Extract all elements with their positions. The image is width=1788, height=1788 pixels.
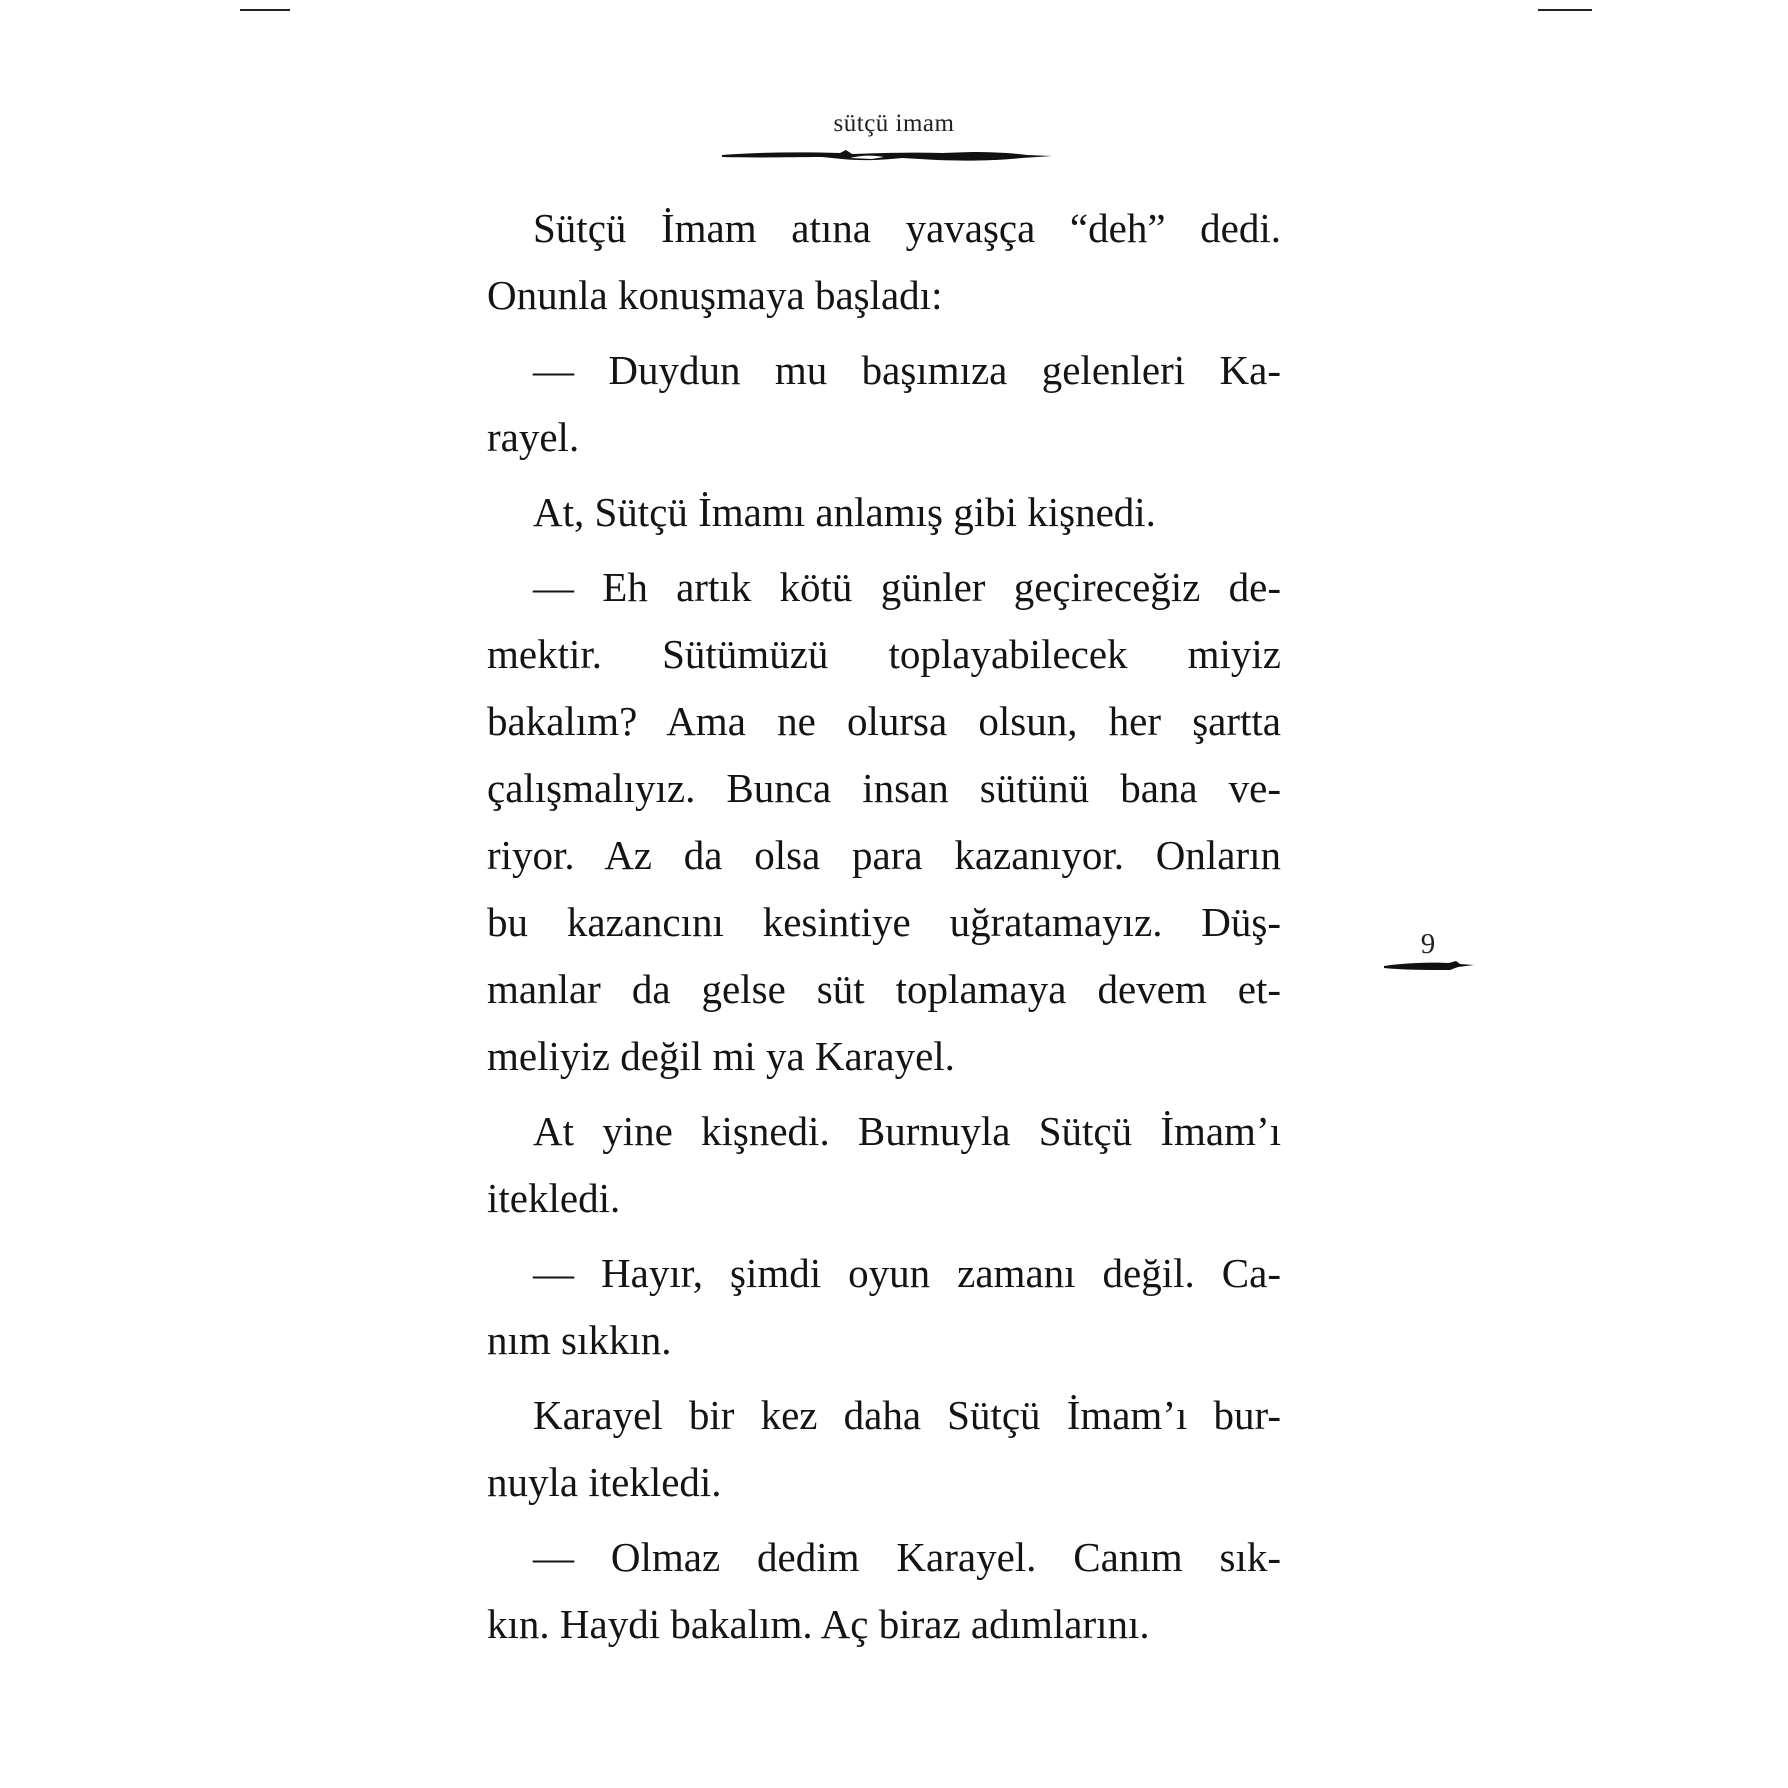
text-line: manlar da gelse süt toplamaya devem et- (487, 966, 1281, 1012)
text-line: nım sıkkın. (487, 1317, 672, 1363)
brush-stroke-ornament (722, 146, 1052, 166)
text-line: kın. Haydi bakalım. Aç biraz adımlarını. (487, 1601, 1150, 1647)
text-line: — Hayır, şimdi oyun zamanı değil. Ca- (533, 1250, 1281, 1296)
page-number: 9 (1420, 928, 1436, 960)
text-line: rayel. (487, 414, 580, 460)
page-number-brush-ornament (1384, 958, 1474, 972)
text-line: çalışmalıyız. Bunca insan sütünü bana ve- (487, 765, 1281, 811)
running-head: sütçü imam (833, 110, 955, 137)
text-line: nuyla itekledi. (487, 1459, 722, 1505)
text-line: — Duydun mu başımıza gelenleri Ka- (533, 347, 1281, 393)
text-line: — Eh artık kötü günler geçireceğiz de- (533, 564, 1281, 610)
text-line: Onunla konuşmaya başladı: (487, 272, 943, 318)
crop-mark-right (1538, 9, 1592, 11)
text-line: bakalım? Ama ne olursa olsun, her şartta (487, 698, 1281, 744)
text-line: bu kazancını kesintiye uğratamayız. Düş- (487, 899, 1281, 945)
text-line: mektir. Sütümüzü toplayabilecek miyiz (487, 631, 1281, 677)
text-line: meliyiz değil mi ya Karayel. (487, 1033, 955, 1079)
text-line: Karayel bir kez daha Sütçü İmam’ı bur- (533, 1392, 1281, 1438)
text-line: riyor. Az da olsa para kazanıyor. Onların (487, 832, 1281, 878)
text-line: At, Sütçü İmamı anlamış gibi kişnedi. (533, 489, 1156, 535)
text-line: Sütçü İmam atına yavaşça “deh” dedi. (533, 205, 1281, 251)
text-line: — Olmaz dedim Karayel. Canım sık- (533, 1534, 1281, 1580)
text-line: At yine kişnedi. Burnuyla Sütçü İmam’ı (533, 1108, 1281, 1154)
text-line: itekledi. (487, 1175, 621, 1221)
crop-mark-left (240, 9, 290, 11)
